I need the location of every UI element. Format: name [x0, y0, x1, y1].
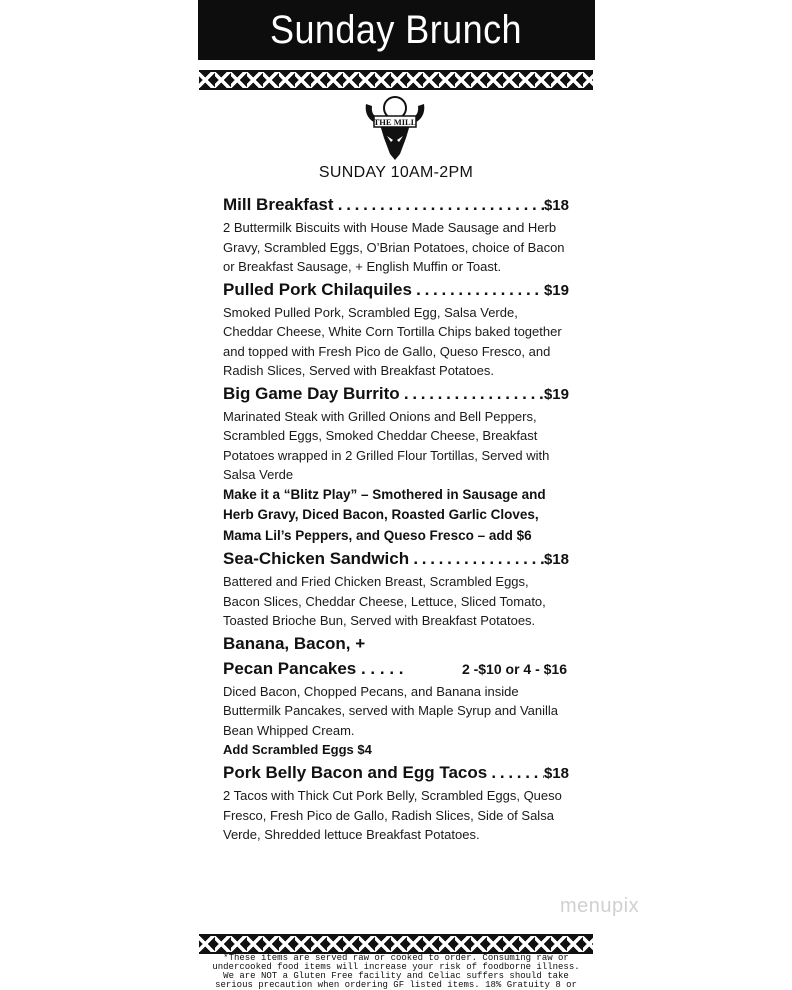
item-price: $18: [543, 197, 569, 214]
footer-line: undercooked food items will increase your risk of foodborne illness.: [212, 962, 580, 972]
menu-item: [223, 277, 569, 381]
item-name: Pecan Pancakes . . .: [223, 656, 404, 681]
zigzag-divider-top: [199, 70, 593, 90]
menu-item: [223, 631, 569, 761]
item-addon: Make it a “Blitz Play” – Smothered in Sausage and Herb Gravy, Diced Bacon, Roasted Garlic Cloves, Mama Lil’s Peppers, and Queso Fresco – add $6: [223, 486, 546, 543]
item-price: $19: [543, 281, 569, 299]
item-name: Big Game Day Burrito . . .: [223, 381, 544, 406]
menu-item: [223, 381, 569, 547]
item-name-line1: Banana, Bacon, +: [223, 633, 366, 653]
page-title: Sunday Brunch: [270, 7, 523, 52]
item-header: [223, 546, 569, 572]
item-price: $18: [543, 551, 569, 568]
logo-brand-text: THE MILL: [373, 117, 417, 127]
item-header: [223, 277, 569, 303]
item-description: 2 Tacos with Thick Cut Pork Belly, Scrambled Eggs, Queso Fresco, Fresh Pico de Gallo, Radish Slices, Side of Salsa Verde, Shredded lettuce Breakfast Potatoes.: [223, 788, 562, 842]
item-header: [223, 656, 569, 682]
item-name: Pork Belly Bacon and Egg Tacos . . .: [223, 760, 544, 785]
item-description: 2 Buttermilk Biscuits with House Made Sausage and Herb Gravy, Scrambled Eggs, O’Brian Potatoes, choice of Bacon or Breakfast Sausage, + English Muffin or Toast.: [223, 220, 565, 274]
footer-line: serious precaution when ordering GF listed items. 18% Gratuity 8 or: [215, 980, 577, 990]
item-price: 2 -$10 or 4 - $16: [461, 660, 567, 677]
watermark: menupix: [560, 895, 640, 917]
menu-item: [223, 760, 569, 845]
item-description: Marinated Steak with Grilled Onions and Bell Peppers, Scrambled Eggs, Smoked Cheddar Cheese, Breakfast Potatoes wrapped in 2 Grilled Flour Tortillas, Served with Salsa Verde: [223, 408, 550, 482]
footer-line: *These items are served raw or cooked to order. Consuming raw or: [223, 953, 569, 963]
item-description: Smoked Pulled Pork, Scrambled Egg, Salsa Verde, Cheddar Cheese, White Corn Tortilla Chips baked together and topped with Fresh Pico de Gallo, Queso Fresco, and Radish Slices, Served with Breakfast Potatoes.: [223, 304, 562, 378]
footer-line: We are NOT a Gluten Free facility and Celiac suffers should take: [223, 971, 569, 981]
menu-list: [223, 192, 569, 845]
menu-item: [223, 192, 569, 277]
item-description: Diced Bacon, Chopped Pecans, and Banana inside Buttermilk Pancakes, served with Maple Syrup and Vanilla Bean Whipped Cream.: [223, 683, 559, 738]
item-header: [223, 760, 569, 786]
service-hours: SUNDAY 10AM-2PM: [318, 164, 474, 181]
item-name: Sea-Chicken Sandwich . . .: [223, 546, 544, 571]
title-banner: [198, 0, 595, 60]
item-header: [223, 192, 569, 218]
bull-head-logo-icon: [362, 94, 428, 162]
item-addon: Add Scrambled Eggs $4: [223, 742, 372, 757]
zigzag-divider-bottom: [199, 934, 593, 954]
item-description: Battered and Fried Chicken Breast, Scrambled Eggs, Bacon Slices, Cheddar Cheese, Lettuce, Sliced Tomato, Toasted Brioche Bun, Served with Breakfast Potatoes.: [223, 574, 546, 628]
item-header: [223, 381, 569, 407]
item-price: $18: [543, 765, 569, 782]
footer-disclaimer: [199, 954, 593, 990]
menu-item: [223, 546, 569, 631]
item-name: Pulled Pork Chilaquiles . . .: [223, 277, 544, 302]
item-price: $19: [543, 385, 569, 403]
item-name: Mill Breakfast . . .: [223, 192, 544, 217]
